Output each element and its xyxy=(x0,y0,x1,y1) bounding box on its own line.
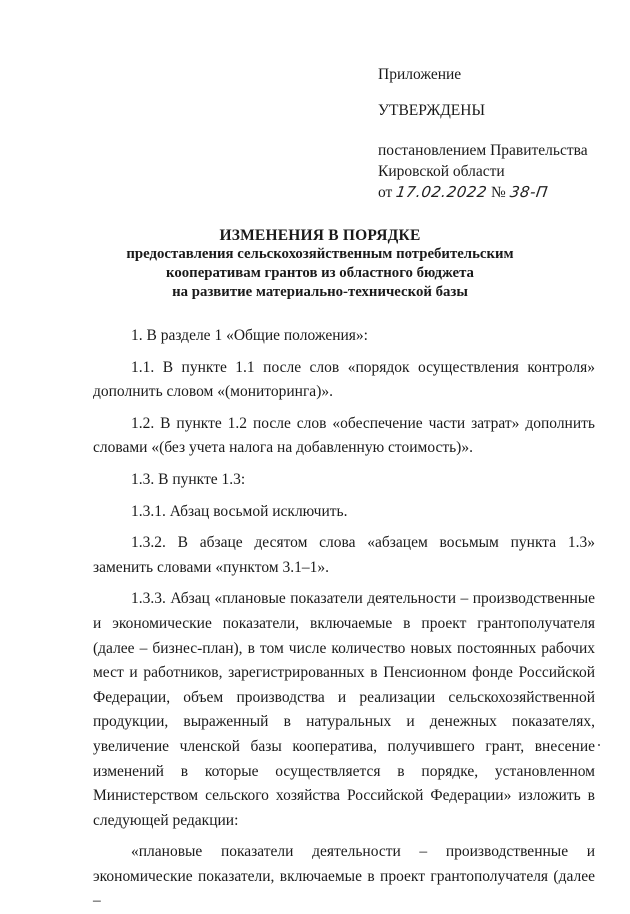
decree-line-2: Кировской области xyxy=(378,163,505,180)
paragraph-1-3-3: 1.3.3. Абзац «плановые показатели деятельности – производственные и экономические показатели, включаемые в проект грантополучателя (далее – бизнес-план), в том числе количество новых постоянных рабочих мест и работников, зарегистрированных в Пенсионном фонде Российской Федерации, объем производства и реализации сельскохозяйственной продукции, выраженный в натуральных и денежных показателях, увеличение членской базы кооператива, получившего грант, внесение изменений в которые осуществляется в порядке, установленном Министерством сельского хозяйства Российской Федерации» изложить в следующей редакции: xyxy=(93,590,595,829)
paragraph-quoted-new-text: «плановые показатели деятельности – производственные и экономические показатели, включаемые в проект грантополучателя (далее – xyxy=(93,843,595,910)
handwritten-date: 17.02.2022 xyxy=(395,183,489,201)
approved-label: УТВЕРЖДЕНЫ xyxy=(378,102,485,119)
appendix-label: Приложение xyxy=(378,66,462,83)
date-prefix: от xyxy=(378,184,393,201)
document-body xyxy=(93,324,595,914)
paragraph-1-2: 1.2. В пункте 1.2 после слов «обеспечение части затрат» дополнить словами «(без учета налога на добавленную стоимость)». xyxy=(93,414,595,457)
heading-line-3: на развитие материально-технической базы xyxy=(172,284,468,300)
document-title: ИЗМЕНЕНИЯ В ПОРЯДКЕ xyxy=(219,227,421,244)
heading-line-2: кооперативам грантов из областного бюджета xyxy=(166,265,474,281)
handwritten-number: 38-П xyxy=(508,183,549,201)
scan-speck xyxy=(598,744,600,746)
heading-line-1: предоставления сельскохозяйственным потребительским xyxy=(126,246,514,262)
paragraph-1: 1. В разделе 1 «Общие положения»: xyxy=(131,327,368,344)
document-heading xyxy=(90,226,550,302)
paragraph-1-3-2: 1.3.2. В абзаце десятом слова «абзацем восьмым пункта 1.3» заменить словами «пунктом 3.1–1». xyxy=(93,534,595,576)
decree-line-1: постановлением Правительства xyxy=(378,142,588,159)
number-prefix: № xyxy=(490,184,506,201)
paragraph-1-1: 1.1. В пункте 1.1 после слов «порядок осуществления контроля» дополнить словом «(мониторинга)». xyxy=(93,358,595,401)
decree-date-line xyxy=(378,182,608,203)
paragraph-1-3: 1.3. В пункте 1.3: xyxy=(131,470,246,488)
paragraph-1-3-1: 1.3.1. Абзац восьмой исключить. xyxy=(131,502,348,520)
approval-block xyxy=(378,64,608,203)
